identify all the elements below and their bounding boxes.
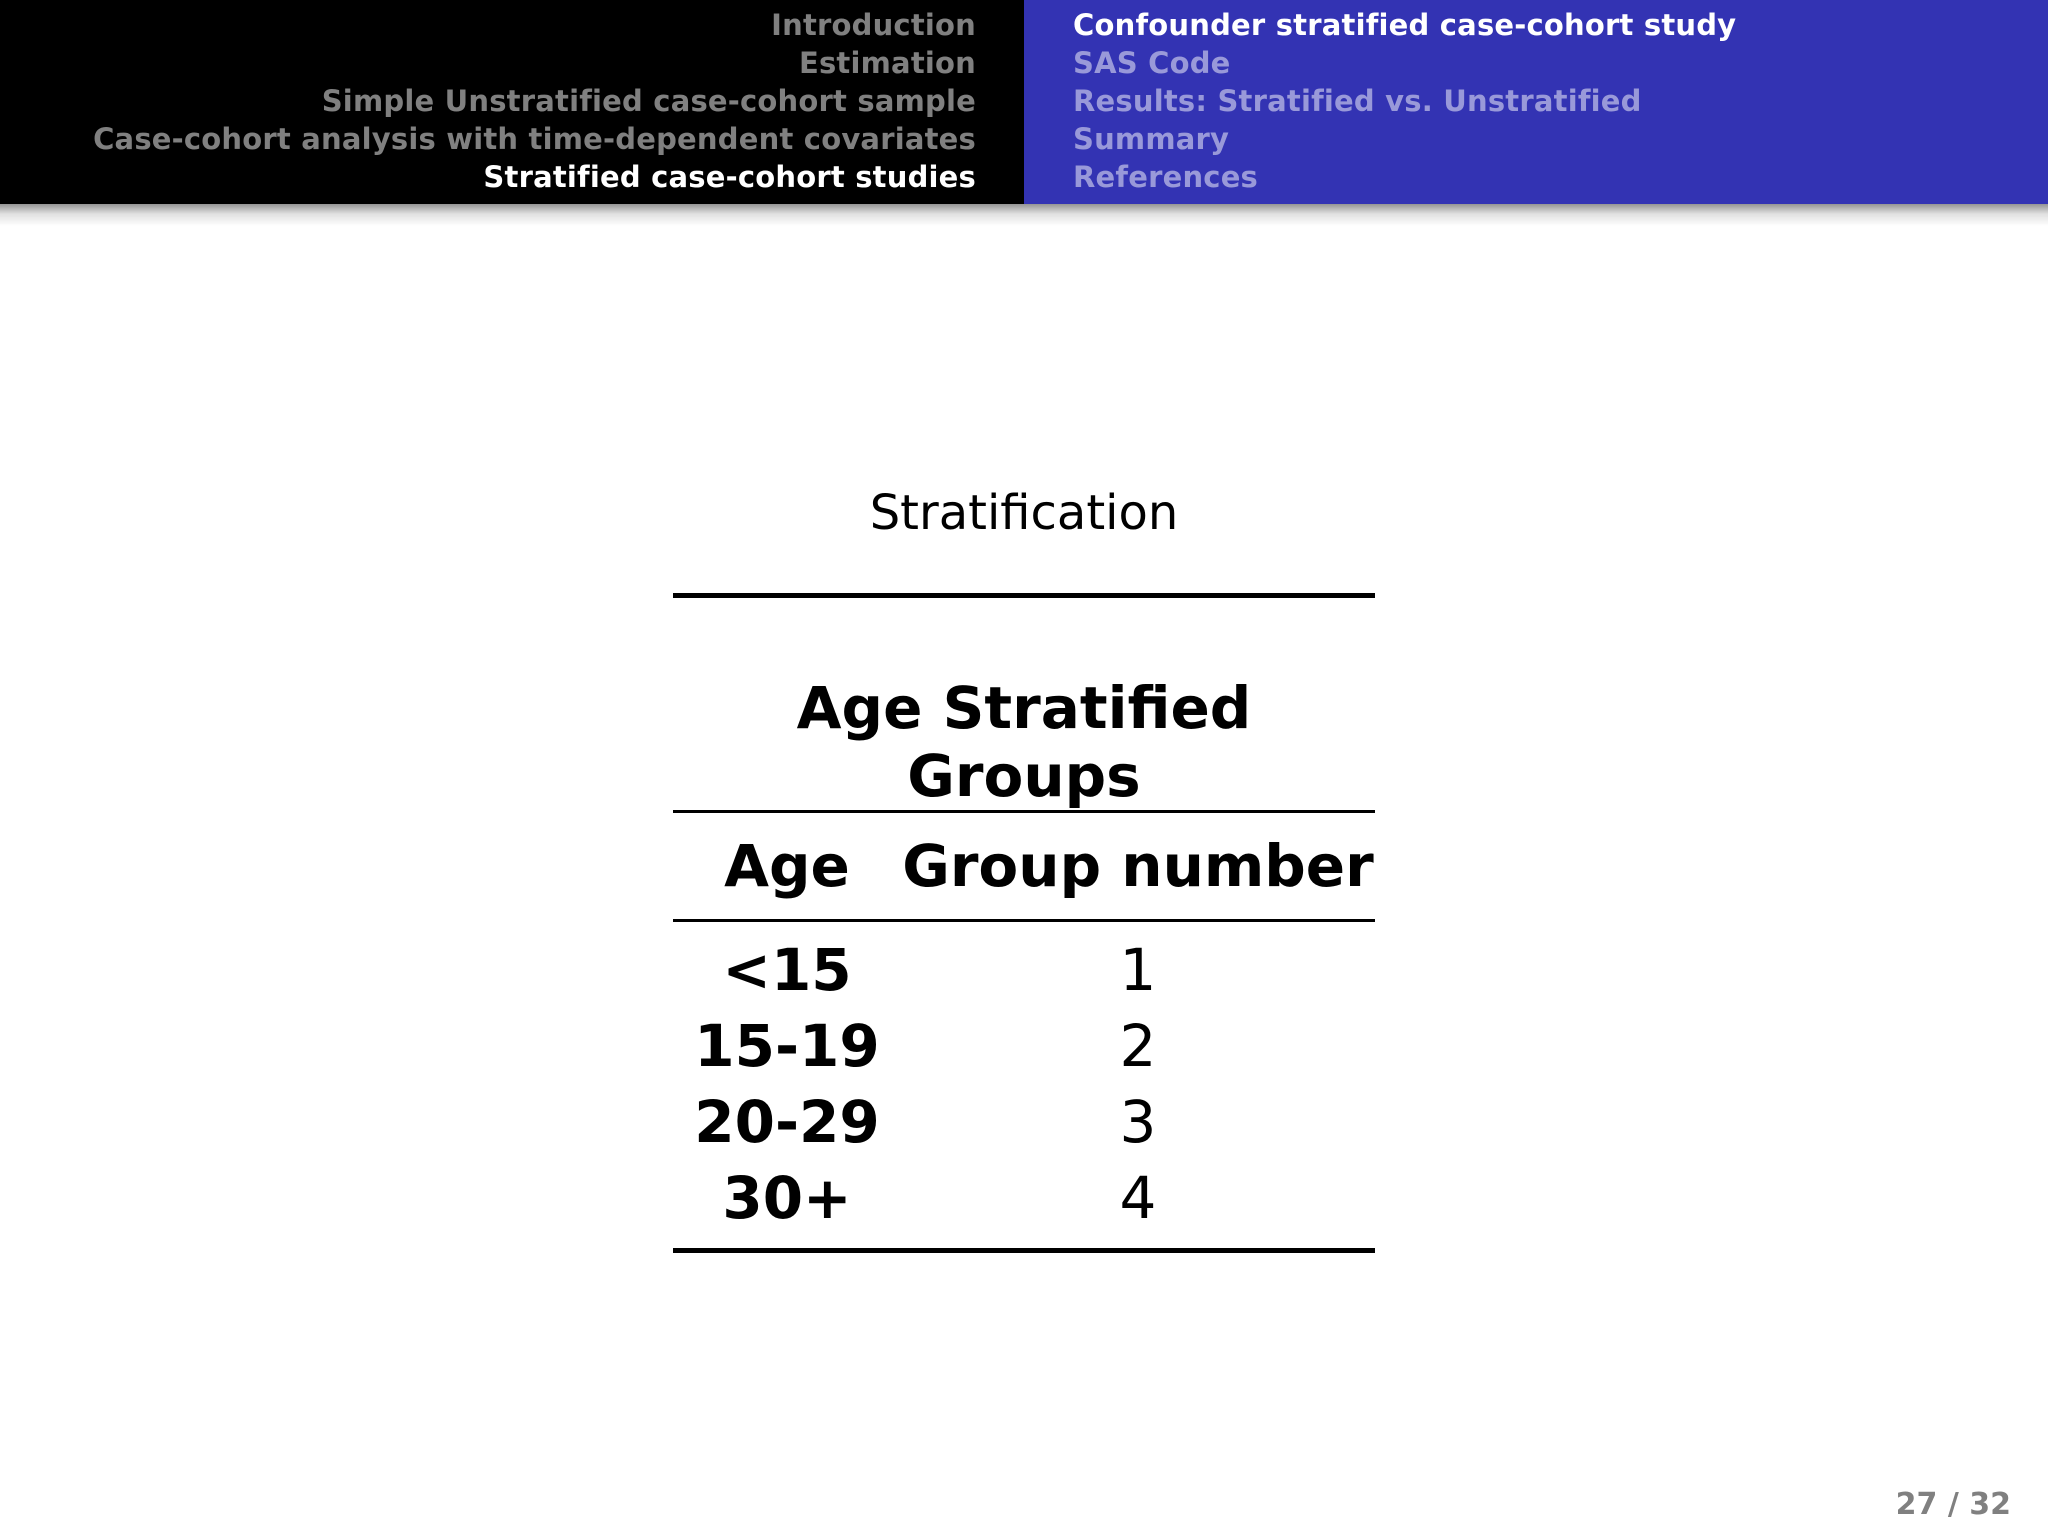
group-cell: 4 [901,1160,1375,1251]
nav-subsection-sas-code[interactable]: SAS Code [1073,46,1231,80]
age-cell: <15 [722,936,852,1004]
section-navigation [0,0,1024,204]
group-cell: 3 [1119,1088,1157,1156]
nav-section-time-dependent[interactable]: Case-cohort analysis with time-dependent covariates [93,122,976,156]
nav-subsection-references[interactable]: References [1073,160,1259,194]
group-cell: 1 [1119,936,1157,1004]
table-row [673,921,1375,1009]
table-group-header-row [673,674,1375,812]
table-top-rule [673,596,1375,675]
nav-subsection-summary[interactable]: Summary [1073,122,1230,156]
headline-shadow [0,204,2048,226]
page-number: 27 / 32 [1895,1487,2011,1522]
headline-navigation [0,0,2048,204]
column-header-age: Age [673,812,901,921]
frame-title: Stratification [869,485,1179,541]
nav-subsection-confounder[interactable]: Confounder stratified case-cohort study [1073,8,1737,42]
nav-section-simple-unstratified[interactable]: Simple Unstratified case-cohort sample [321,84,976,118]
table-column-header-row [673,812,1375,921]
age-cell: 20-29 [694,1088,880,1156]
section-list [93,6,976,196]
table-row [673,1008,1375,1084]
age-stratification-table [673,593,1375,1253]
subsection-navigation [1024,0,2048,204]
subsection-list [1073,6,1736,196]
table-row [673,1160,1375,1251]
nav-section-stratified[interactable]: Stratified case-cohort studies [483,160,976,194]
group-cell: 2 [1119,1012,1157,1080]
age-cell: 30+ [673,1160,901,1251]
nav-section-introduction[interactable]: Introduction [771,8,976,42]
nav-section-estimation[interactable]: Estimation [798,46,976,80]
table-row [673,1084,1375,1160]
nav-subsection-results[interactable]: Results: Stratified vs. Unstratified [1073,84,1642,118]
column-header-group-number: Group number [901,812,1375,921]
table-group-header: Age Stratified Groups [673,674,1375,812]
age-cell: 15-19 [694,1012,880,1080]
